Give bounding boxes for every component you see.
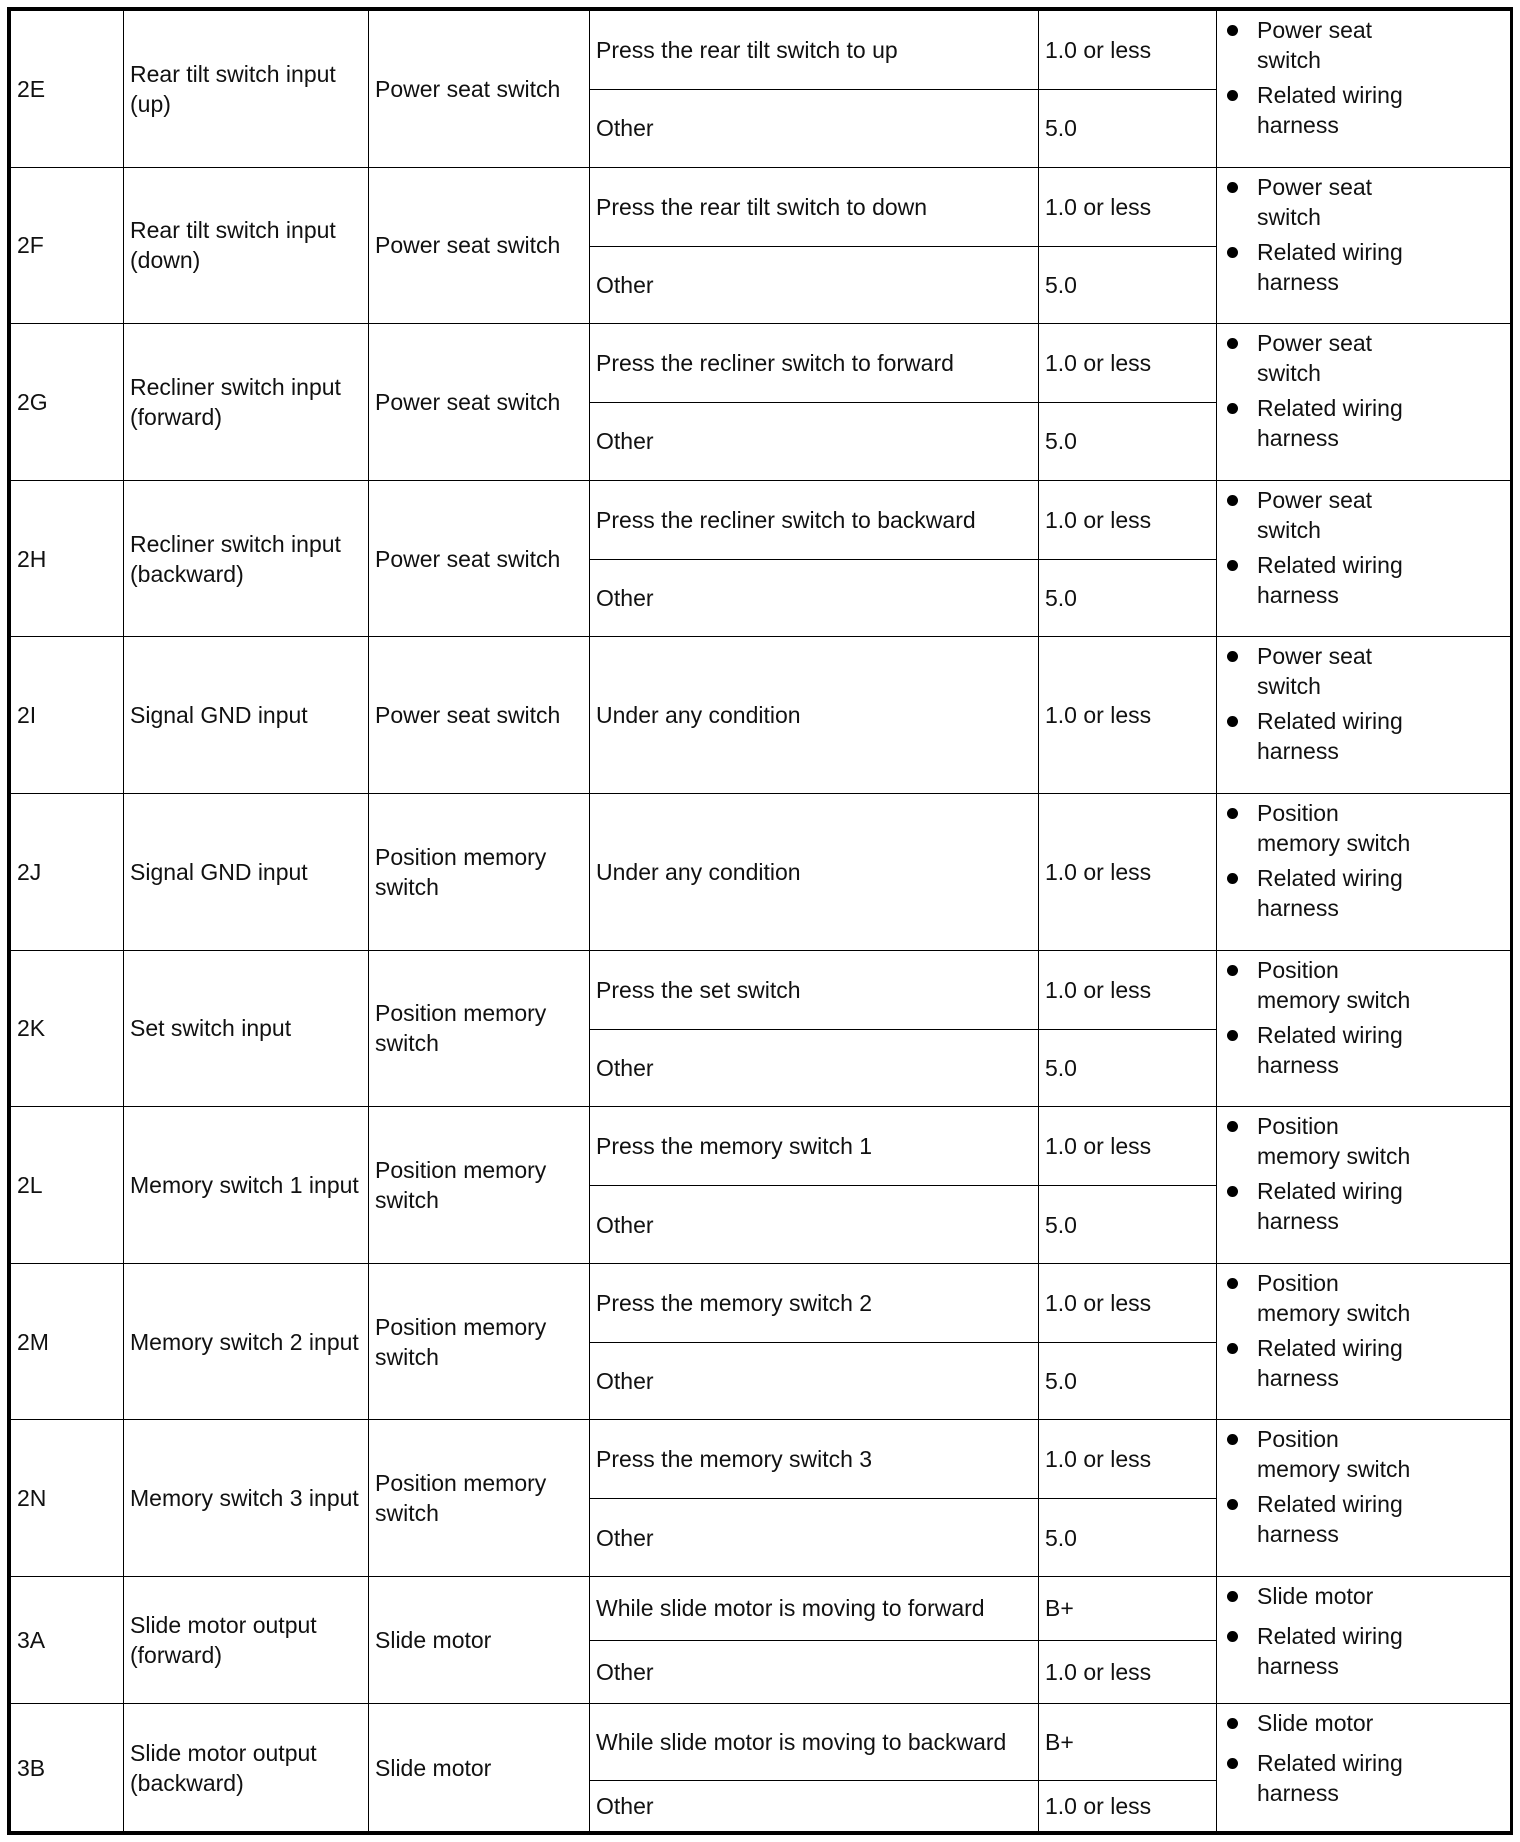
check-item-label: Related wiring harness (1257, 1334, 1403, 1391)
condition-cell: Other (590, 1029, 1039, 1107)
condition-cell: Other (590, 246, 1039, 324)
table-row (11, 1263, 1511, 1342)
check-item-label: Related wiring harness (1257, 1178, 1403, 1235)
check-item-label: Power seat switch (1257, 643, 1373, 700)
voltage-cell: 1.0 or less (1039, 167, 1217, 246)
check-item-label: Related wiring harness (1257, 1491, 1403, 1548)
check-item (1257, 1111, 1504, 1171)
signal-cell: Signal GND input (124, 637, 369, 794)
check-item (1257, 1424, 1504, 1484)
terminal-cell: 3B (11, 1704, 124, 1832)
signal-cell: Set switch input (124, 950, 369, 1107)
condition-cell: Other (590, 1640, 1039, 1704)
voltage-cell: 1.0 or less (1039, 637, 1217, 794)
table-row (11, 637, 1511, 794)
terminal-check-table (7, 7, 1513, 1835)
check-item (1257, 1621, 1504, 1681)
check-items-cell (1217, 1704, 1511, 1832)
check-item (1257, 1176, 1504, 1236)
check-item-label: Power seat switch (1257, 17, 1373, 73)
voltage-cell: B+ (1039, 1577, 1217, 1641)
signal-cell: Rear tilt switch input (down) (124, 167, 369, 324)
voltage-cell: 5.0 (1039, 559, 1217, 637)
voltage-cell: 1.0 or less (1039, 11, 1217, 90)
check-items-cell (1217, 1420, 1511, 1577)
connected-to-cell: Power seat switch (369, 637, 590, 794)
connected-to-cell: Position memory switch (369, 1263, 590, 1420)
connected-to-cell: Power seat switch (369, 480, 590, 637)
signal-cell: Slide motor output (forward) (124, 1577, 369, 1704)
signal-cell: Signal GND input (124, 794, 369, 951)
check-item-label: Related wiring harness (1257, 1750, 1403, 1807)
voltage-cell: 1.0 or less (1039, 950, 1217, 1029)
check-item (1257, 706, 1504, 766)
check-item-label: Related wiring harness (1257, 238, 1403, 295)
condition-cell: While slide motor is moving to forward (590, 1577, 1039, 1641)
condition-cell: While slide motor is moving to backward (590, 1704, 1039, 1781)
table-row (11, 1107, 1511, 1186)
terminal-cell: 2I (11, 637, 124, 794)
condition-cell: Other (590, 1781, 1039, 1832)
check-item (1257, 863, 1504, 923)
terminal-cell: 2J (11, 794, 124, 951)
voltage-cell: 5.0 (1039, 1029, 1217, 1107)
check-item-label: Related wiring harness (1257, 708, 1403, 765)
check-items-cell (1217, 167, 1511, 324)
table-row (11, 794, 1511, 951)
check-item-label: Slide motor (1257, 1710, 1374, 1737)
check-item (1257, 550, 1504, 610)
connected-to-cell: Slide motor (369, 1577, 590, 1704)
check-items-cell (1217, 480, 1511, 637)
condition-cell: Other (590, 1342, 1039, 1420)
terminal-cell: 2H (11, 480, 124, 637)
terminal-cell: 2E (11, 11, 124, 168)
signal-cell: Memory switch 3 input (124, 1420, 369, 1577)
voltage-cell: 1.0 or less (1039, 324, 1217, 403)
check-item-label: Related wiring harness (1257, 1623, 1403, 1680)
check-items-cell (1217, 324, 1511, 481)
check-item (1257, 237, 1504, 297)
voltage-cell: 1.0 or less (1039, 794, 1217, 951)
check-item-label: Related wiring harness (1257, 395, 1403, 452)
signal-cell: Slide motor output (backward) (124, 1704, 369, 1832)
condition-cell: Other (590, 559, 1039, 637)
check-item-label: Power seat switch (1257, 173, 1373, 230)
table-row (11, 480, 1511, 559)
condition-cell: Other (590, 89, 1039, 167)
terminal-cell: 3A (11, 1577, 124, 1704)
check-item (1257, 1581, 1504, 1611)
check-item (1257, 1020, 1504, 1080)
voltage-cell: 1.0 or less (1039, 1640, 1217, 1704)
voltage-cell: 5.0 (1039, 246, 1217, 324)
connected-to-cell: Position memory switch (369, 1420, 590, 1577)
check-items-cell (1217, 1107, 1511, 1264)
signal-cell: Memory switch 1 input (124, 1107, 369, 1264)
condition-cell: Press the set switch (590, 950, 1039, 1029)
terminal-cell: 2K (11, 950, 124, 1107)
voltage-cell: 1.0 or less (1039, 1263, 1217, 1342)
voltage-cell: 5.0 (1039, 1499, 1217, 1577)
condition-cell: Press the rear tilt switch to down (590, 167, 1039, 246)
check-items-cell (1217, 1263, 1511, 1420)
condition-cell: Press the recliner switch to forward (590, 324, 1039, 403)
voltage-cell: 1.0 or less (1039, 1420, 1217, 1499)
check-item-label: Related wiring harness (1257, 865, 1403, 922)
condition-cell: Other (590, 403, 1039, 481)
check-item-label: Power seat switch (1257, 486, 1373, 543)
condition-cell: Other (590, 1499, 1039, 1577)
check-items-cell (1217, 1577, 1511, 1704)
connected-to-cell: Position memory switch (369, 950, 590, 1107)
check-item (1257, 641, 1504, 701)
connected-to-cell: Power seat switch (369, 167, 590, 324)
connected-to-cell: Position memory switch (369, 1107, 590, 1264)
voltage-cell: 1.0 or less (1039, 1781, 1217, 1832)
check-item-label: Related wiring harness (1257, 551, 1403, 608)
voltage-cell: B+ (1039, 1704, 1217, 1781)
condition-cell: Press the memory switch 3 (590, 1420, 1039, 1499)
signal-cell: Rear tilt switch input (up) (124, 11, 369, 168)
table-row (11, 324, 1511, 403)
check-item-label: Position memory switch (1257, 956, 1411, 1013)
check-item-label: Position memory switch (1257, 1113, 1411, 1170)
voltage-cell: 1.0 or less (1039, 1107, 1217, 1186)
check-item (1257, 80, 1504, 140)
check-item (1257, 798, 1504, 858)
table-row (11, 1420, 1511, 1499)
check-item-label: Slide motor (1257, 1583, 1374, 1610)
connected-to-cell: Power seat switch (369, 11, 590, 168)
check-item-label: Position memory switch (1257, 1426, 1411, 1483)
voltage-cell: 5.0 (1039, 1342, 1217, 1420)
check-item (1257, 15, 1504, 75)
signal-cell: Recliner switch input (backward) (124, 480, 369, 637)
check-items-cell (1217, 950, 1511, 1107)
check-item-label: Related wiring harness (1257, 1021, 1403, 1078)
table-row (11, 11, 1511, 90)
check-item-label: Power seat switch (1257, 330, 1373, 387)
voltage-cell: 5.0 (1039, 89, 1217, 167)
check-item (1257, 328, 1504, 388)
condition-cell: Other (590, 1186, 1039, 1264)
condition-cell: Under any condition (590, 794, 1039, 951)
check-item (1257, 172, 1504, 232)
table-row (11, 1577, 1511, 1641)
terminal-cell: 2L (11, 1107, 124, 1264)
table-row (11, 167, 1511, 246)
signal-cell: Recliner switch input (forward) (124, 324, 369, 481)
terminal-cell: 2F (11, 167, 124, 324)
voltage-cell: 1.0 or less (1039, 480, 1217, 559)
condition-cell: Press the rear tilt switch to up (590, 11, 1039, 90)
connected-to-cell: Slide motor (369, 1704, 590, 1832)
condition-cell: Press the memory switch 2 (590, 1263, 1039, 1342)
check-items-cell (1217, 794, 1511, 951)
condition-cell: Under any condition (590, 637, 1039, 794)
table-row (11, 1704, 1511, 1781)
check-item (1257, 1489, 1504, 1549)
connected-to-cell: Position memory switch (369, 794, 590, 951)
check-item-label: Position memory switch (1257, 800, 1411, 857)
voltage-cell: 5.0 (1039, 1186, 1217, 1264)
check-item-label: Related wiring harness (1257, 82, 1403, 138)
voltage-cell: 5.0 (1039, 403, 1217, 481)
check-item-label: Position memory switch (1257, 1269, 1411, 1326)
check-item (1257, 1708, 1504, 1738)
check-item (1257, 955, 1504, 1015)
check-item (1257, 1268, 1504, 1328)
terminal-cell: 2G (11, 324, 124, 481)
signal-cell: Memory switch 2 input (124, 1263, 369, 1420)
condition-cell: Press the memory switch 1 (590, 1107, 1039, 1186)
terminal-cell: 2M (11, 1263, 124, 1420)
check-items-cell (1217, 11, 1511, 168)
check-item (1257, 393, 1504, 453)
check-item (1257, 1748, 1504, 1808)
check-item (1257, 1333, 1504, 1393)
table-row (11, 950, 1511, 1029)
condition-cell: Press the recliner switch to backward (590, 480, 1039, 559)
check-items-cell (1217, 637, 1511, 794)
terminal-cell: 2N (11, 1420, 124, 1577)
check-item (1257, 485, 1504, 545)
connected-to-cell: Power seat switch (369, 324, 590, 481)
